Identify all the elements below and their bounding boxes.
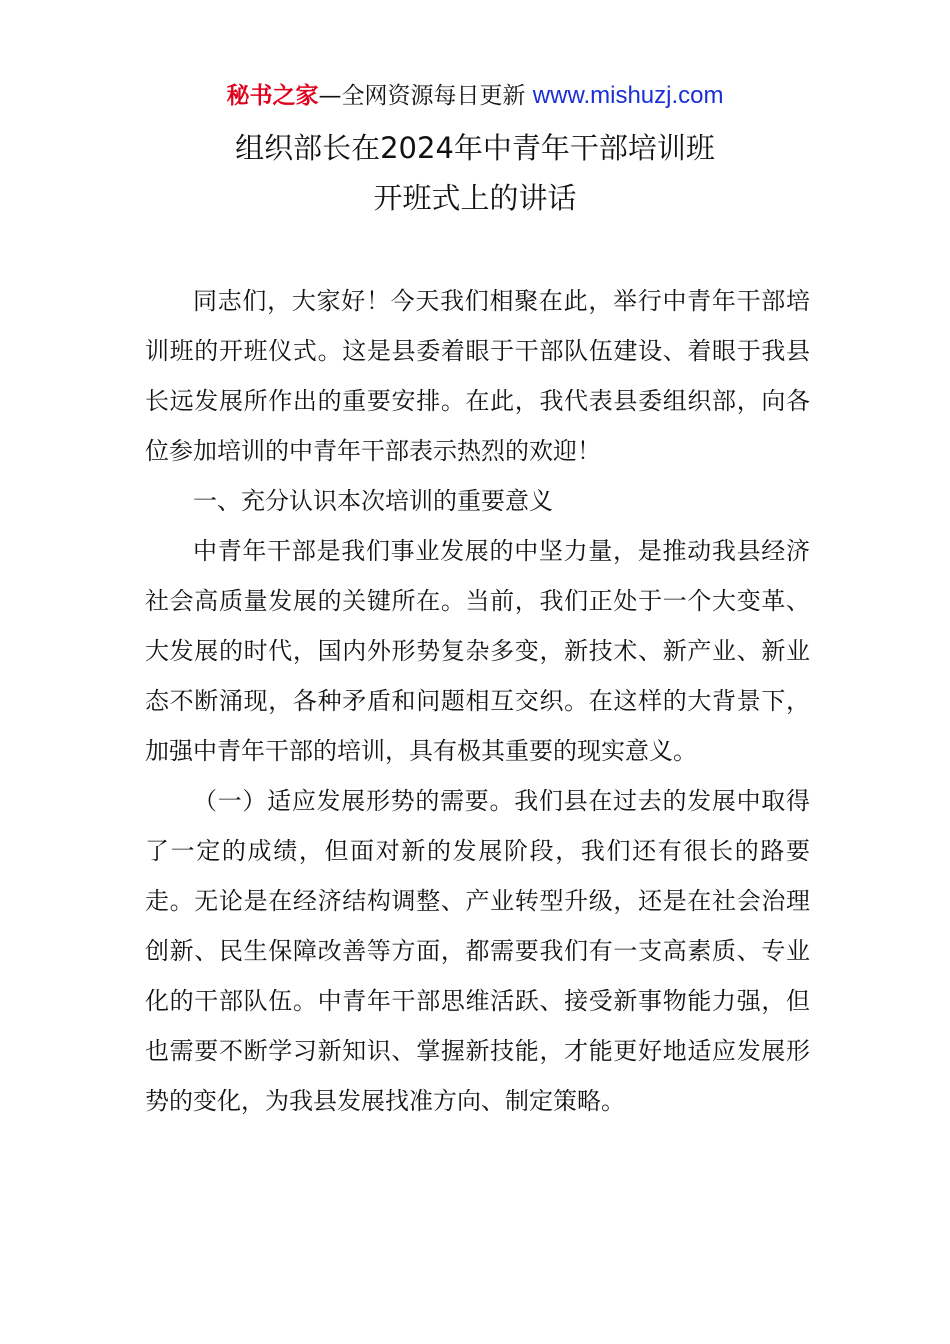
document-title-line-1: 组织部长在2024年中青年干部培训班 [235, 131, 715, 165]
site-header [0, 80, 950, 112]
site-url-link[interactable]: www.mishuzj.com [532, 82, 724, 109]
brand-name: 秘书之家 [226, 83, 319, 109]
header-tagline: —全网资源每日更新 [318, 83, 533, 109]
section-heading-1: 一、充分认识本次培训的重要意义 [193, 487, 553, 515]
document-body [145, 276, 810, 1126]
paragraph-subsection-1: （一）适应发展形势的需要。我们县在过去的发展中取得了一定的成绩，但面对新的发展阶段，我们还有很长的路要走。无论是在经济结构调整、产业转型升级，还是在社会治理创新、民生保障改善等方面，都需要我们有一支高素质、专业化的干部队伍。中青年干部思维活跃、接受新事物能力强，但也需要不断学习新知识、掌握新技能，才能更好地适应发展形势的变化，为我县发展找准方向、制定策略。 [145, 787, 810, 1115]
paragraph-significance: 中青年干部是我们事业发展的中坚力量，是推动我县经济社会高质量发展的关键所在。当前，我们正处于一个大变革、大发展的时代，国内外形势复杂多变，新技术、新产业、新业态不断涌现，各种矛盾和问题相互交织。在这样的大背景下，加强中青年干部的培训，具有极其重要的现实意义。 [145, 537, 810, 765]
paragraph-greeting: 同志们，大家好！今天我们相聚在此，举行中青年干部培训班的开班仪式。这是县委着眼于干部队伍建设、着眼于我县长远发展所作出的重要安排。在此，我代表县委组织部，向各位参加培训的中青年干部表示热烈的欢迎！ [145, 287, 810, 465]
document-title-line-2: 开班式上的讲话 [373, 181, 577, 215]
